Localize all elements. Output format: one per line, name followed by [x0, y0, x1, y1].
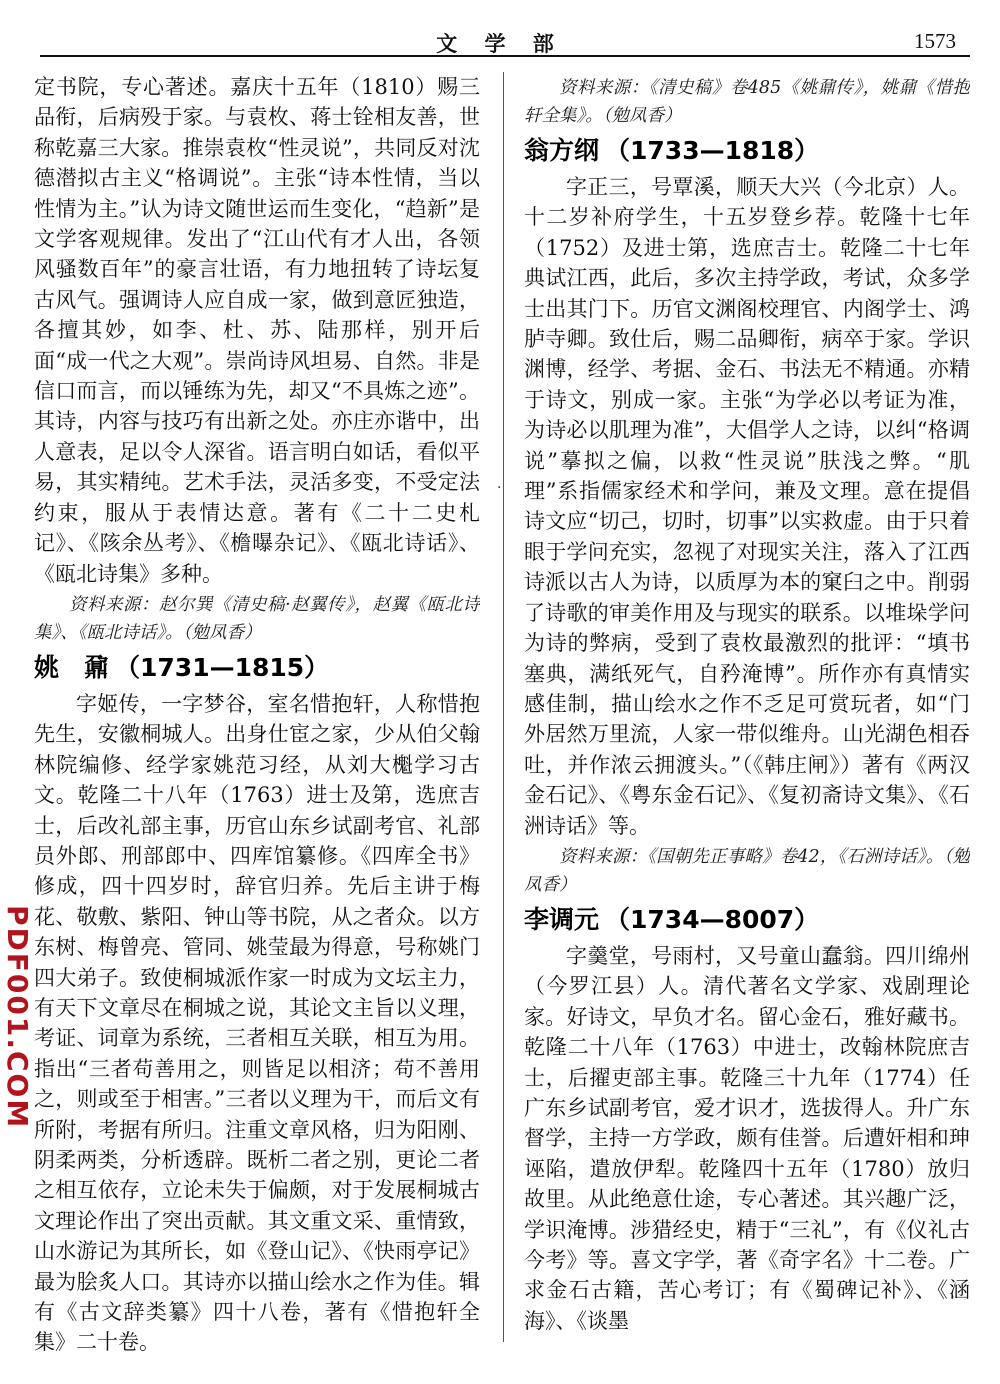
- entry-years: （1731—1815）: [115, 652, 330, 682]
- watermark-text: PDF001.COM: [1, 905, 34, 1130]
- entry-title-li-tiaoyuan: [524, 903, 970, 937]
- header-rule: [40, 55, 970, 57]
- entry-title-yao-nai: [34, 651, 480, 685]
- entry-name: 翁方纲: [524, 136, 600, 165]
- page-number: 1573: [914, 29, 956, 53]
- source-note: 资料来源：《国朝先正事略》卷42，《石洲诗话》。（勉凤香）: [524, 846, 970, 895]
- entry-name: 李调元: [524, 904, 600, 934]
- continued-paragraph: 定书院，专心著述。嘉庆十五年（1810）赐三品衔，后病殁于家。与袁枚、蒋士铨相友善，世称乾嘉三大家。推崇袁枚“性灵说”，共同反对沈德潜拟古主义“格调说”。主张“诗本性情，当以性情为主。”认为诗文随世运而生变化，“趋新”是文学客观规律。发出了“江山代有才人出，各领风骚数百年”的豪言壮语，有力地扭转了诗坛复古风气。强调诗人应自成一家，做到意匠独造，各擅其妙，如李、杜、苏、陆那样，别开后面“成一代之大观”。崇尚诗风坦易、自然。非是信口而言，而以锤练为先，却又“不具炼之迹”。其诗，内容与技巧有出新之处。亦庄亦谐中，出人意表，足以令人深省。语言明白如话，看似平易，其实精纯。艺术手法，灵活多变，不受定法约束，服从于表情达意。著有《二十二史札记》、《陔余丛考》、《檐曝杂记》、《瓯北诗话》、《瓯北诗集》多种。: [34, 75, 480, 586]
- source-note: 资料来源：赵尔巽《清史稿·赵翼传》，赵翼《瓯北诗集》、《瓯北诗话》。（勉凤香）: [34, 594, 480, 643]
- source-note: 资料来源：《清史稿》卷485《姚鼐传》，姚鼐《惜抱轩全集》。（勉凤香）: [524, 78, 970, 126]
- left-column: [34, 72, 480, 1358]
- section-title: 文 学 部: [436, 32, 564, 56]
- entry-name: 姚 鼐: [34, 652, 110, 682]
- column-divider: [503, 72, 504, 1342]
- entry-body: 字羹堂，号雨村，又号童山蠢翁。四川绵州（今罗江县）人。清代著名文学家、戏剧理论家。好诗文，早负才名。留心金石，雅好藏书。乾隆二十八年（1763）中进士，改翰林院庶吉士，后擢吏部主事。乾隆三十九年（1774）任广东乡试副考官，爱才识才，选拔得人。升广东督学，主持一方学政，颇有佳誉。后遭奸相和珅诬陷，遣放伊犁。乾隆四十五年（1780）放归故里。从此绝意仕途，专心著述。其兴趣广泛，学识淹博。涉猎经史，精于“三礼”，有《仪礼古今考》等。喜文字学，著《奇字名》十二卷。广求金石古籍，苦心考订；有《蜀碑记补》、《涵海》、《谈墨: [524, 943, 970, 1333]
- entry-body: 字正三，号覃溪，顺天大兴（今北京）人。十二岁补府学生，十五岁登乡荐。乾隆十七年（1752）及进士第，选庶吉士。乾隆二十七年典试江西，此后，多次主持学政，考试，众多学士出其门下。历官文渊阁校理官、内阁学士、鸿胪寺卿。致仕后，赐二品卿衔，病卒于家。学识渊博，经学、考据、金石、书法无不精通。亦精于诗文，别成一家。主张“为学必以考证为准，为诗必以肌理为准”，大倡学人之诗，以纠“格调说”摹拟之偏，以救“性灵说”肤浅之弊。“肌理”系指儒家经术和学问，兼及文理。意在提倡诗文应“切己，切时，切事”以实救虚。由于只着眼于学问充实，忽视了对现实关注，落入了江西诗派以古人为诗，以质厚为本的窠臼之中。削弱了诗歌的审美作用及与现实的联系。以堆垛学问为诗的弊病，受到了袁枚最激烈的批评：“填书塞典，满纸死气，自矜淹博”。所作亦有真情实感佳制，描山绘水之作不乏足可赏玩者，如“门外居然万里流，人家一带似维舟。山光湖色相吞吐，并作浓云拥渡头。”（《韩庄闸》）著有《两汉金石记》、《粤东金石记》、《复初斋诗文集》、《石洲诗话》等。: [524, 175, 970, 838]
- entry-body: 字姬传，一字梦谷，室名惜抱轩，人称惜抱先生，安徽桐城人。出身仕宦之家，少从伯父翰林院编修、经学家姚范习经，从刘大櫆学习古文。乾隆二十八年（1763）进士及第，选庶吉士，后改礼部主事，历官山东乡试副考官、礼部员外郎、刑部郎中、四库馆纂修。《四库全书》修成，四十四岁时，辞官归养。先后主讲于梅花、敬敷、紫阳、钟山等书院，从之者众。以方东树、梅曾亮、管同、姚莹最为得意，号称姚门四大弟子。致使桐城派作家一时成为文坛主力，有天下文章尽在桐城之说，其论文主旨以义理，考证、词章为系统，三者相互关联，相互为用。指出“三者苟善用之，则皆足以相济；苟不善用之，则或至于相害。”三者以义理为干，而后文有所附，考据有所归。注重文章风格，归为阳刚、阴柔两类，分析透辟。既析二者之别，更论二者之相互依存，立论未失于偏颇，对于发展桐城古文理论作出了突出贡献。其文重文采、重情致，山水游记为其所长，如《登山记》、《快雨亭记》最为脍炙人口。其诗亦以描山绘水之作为佳。辑有《古文辞类纂》四十八卷，著有《惜抱轩全集》二十卷。: [34, 691, 480, 1355]
- entry-years: （1733—1818）: [605, 136, 820, 165]
- stray-mark: ·: [497, 480, 502, 496]
- entry-years: （1734—8007）: [605, 904, 820, 934]
- running-head: [0, 0, 1000, 60]
- entry-title-weng-fanggang: [524, 134, 970, 168]
- right-column: [524, 72, 970, 1336]
